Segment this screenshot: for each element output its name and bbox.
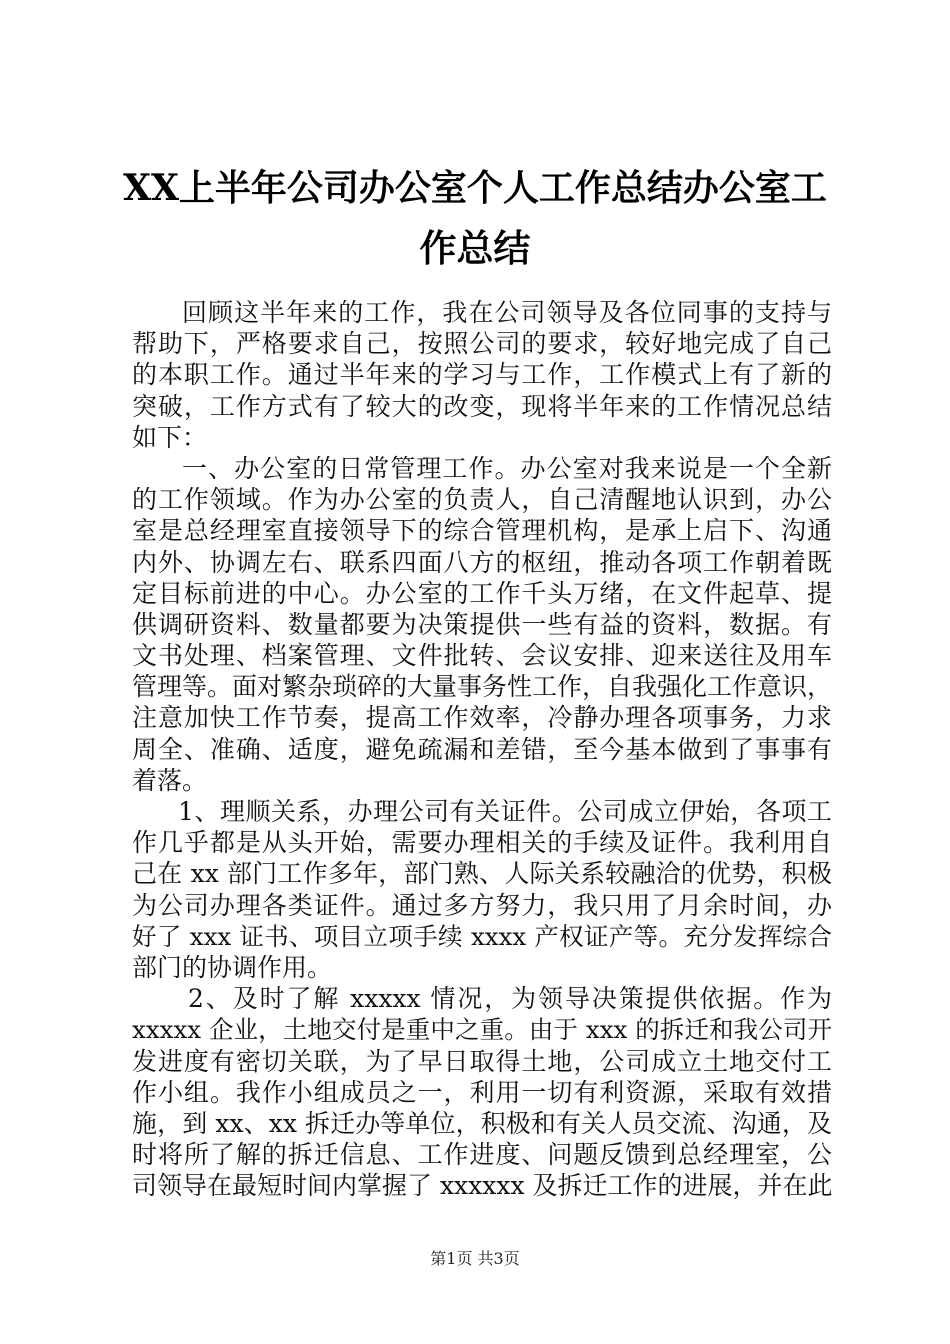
text-line: 内外、协调左右、联系四面八方的枢纽，推动各项工作朝着既 bbox=[132, 547, 832, 577]
document-body bbox=[132, 297, 832, 1201]
paragraph-item-1 bbox=[132, 796, 832, 983]
text-line: 己在 xx 部门工作多年，部门熟、人际关系较融洽的优势，积极 bbox=[132, 859, 832, 889]
text-line: 管理等。面对繁杂琐碎的大量事务性工作，自我强化工作意识， bbox=[132, 672, 833, 702]
text-line: 突破，工作方式有了较大的改变，现将半年来的工作情况总结 bbox=[132, 391, 832, 421]
paragraph-intro bbox=[132, 297, 832, 453]
text-line: 供调研资料、数量都要为决策提供一些有益的资料，数据。有 bbox=[132, 609, 832, 639]
paragraph-item-2 bbox=[132, 983, 832, 1201]
paragraph-section-1 bbox=[132, 453, 832, 796]
text-line: 发进度有密切关联，为了早日取得土地，公司成立土地交付工 bbox=[132, 1046, 832, 1076]
text-line: 回顾这半年来的工作，我在公司领导及各位同事的支持与 bbox=[182, 298, 832, 327]
text-line: 文书处理、档案管理、文件批转、会议安排、迎来送往及用车 bbox=[132, 641, 832, 671]
text-line: 一、办公室的日常管理工作。办公室对我来说是一个全新 bbox=[182, 453, 832, 483]
text-line: 室是总经理室直接领导下的综合管理机构，是承上启下、沟通 bbox=[132, 516, 832, 546]
text-line: 的工作领域。作为办公室的负责人，自己清醒地认识到，办公 bbox=[132, 485, 832, 515]
title-line-1: XX上半年公司办公室个人工作总结办公室工 bbox=[123, 167, 827, 209]
text-line: 作小组。我作小组成员之一，利用一切有利资源，采取有效措 bbox=[132, 1077, 832, 1107]
title-line-2: 作总结 bbox=[419, 226, 531, 270]
page-number-footer: 第1页 共3页 bbox=[430, 1249, 520, 1268]
text-line: 着落。 bbox=[132, 765, 208, 795]
text-line: 2、及时了解 xxxxx 情况，为领导决策提供依据。作为 bbox=[188, 984, 832, 1014]
text-line: 作几乎都是从头开始，需要办理相关的手续及证件。我利用自 bbox=[132, 828, 832, 858]
text-line: 注意加快工作节奏，提高工作效率，冷静办理各项事务，力求 bbox=[132, 703, 832, 733]
text-line: 帮助下，严格要求自己，按照公司的要求，较好地完成了自己 bbox=[132, 329, 832, 359]
text-line: 为公司办理各类证件。通过多方努力，我只用了月余时间，办 bbox=[132, 890, 832, 920]
text-line: 时将所了解的拆迁信息、工作进度、问题反馈到总经理室，公 bbox=[132, 1140, 832, 1170]
text-line: 1、理顺关系，办理公司有关证件。公司成立伊始，各项工 bbox=[178, 797, 832, 826]
text-line: 好了 xxx 证书、项目立项手续 xxxx 产权证产等。充分发挥综合 bbox=[132, 921, 832, 951]
text-line: 如下： bbox=[132, 422, 208, 452]
text-line: 定目标前进的中心。办公室的工作千头万绪，在文件起草、提 bbox=[132, 578, 832, 608]
text-line: 周全、准确、适度，避免疏漏和差错，至今基本做到了事事有 bbox=[132, 734, 832, 764]
text-line: 施，到 xx、xx 拆迁办等单位，积极和有关人员交流、沟通，及 bbox=[132, 1108, 832, 1138]
text-line: 司领导在最短时间内掌握了 xxxxxx 及拆迁工作的进展，并在此 bbox=[132, 1171, 833, 1201]
text-line: 的本职工作。通过半年来的学习与工作，工作模式上有了新的 bbox=[132, 360, 832, 390]
text-line: 部门的协调作用。 bbox=[132, 952, 333, 982]
document-title bbox=[120, 158, 830, 278]
text-line: xxxxx 企业，土地交付是重中之重。由于 xxx 的拆迁和我公司开 bbox=[132, 1015, 832, 1045]
